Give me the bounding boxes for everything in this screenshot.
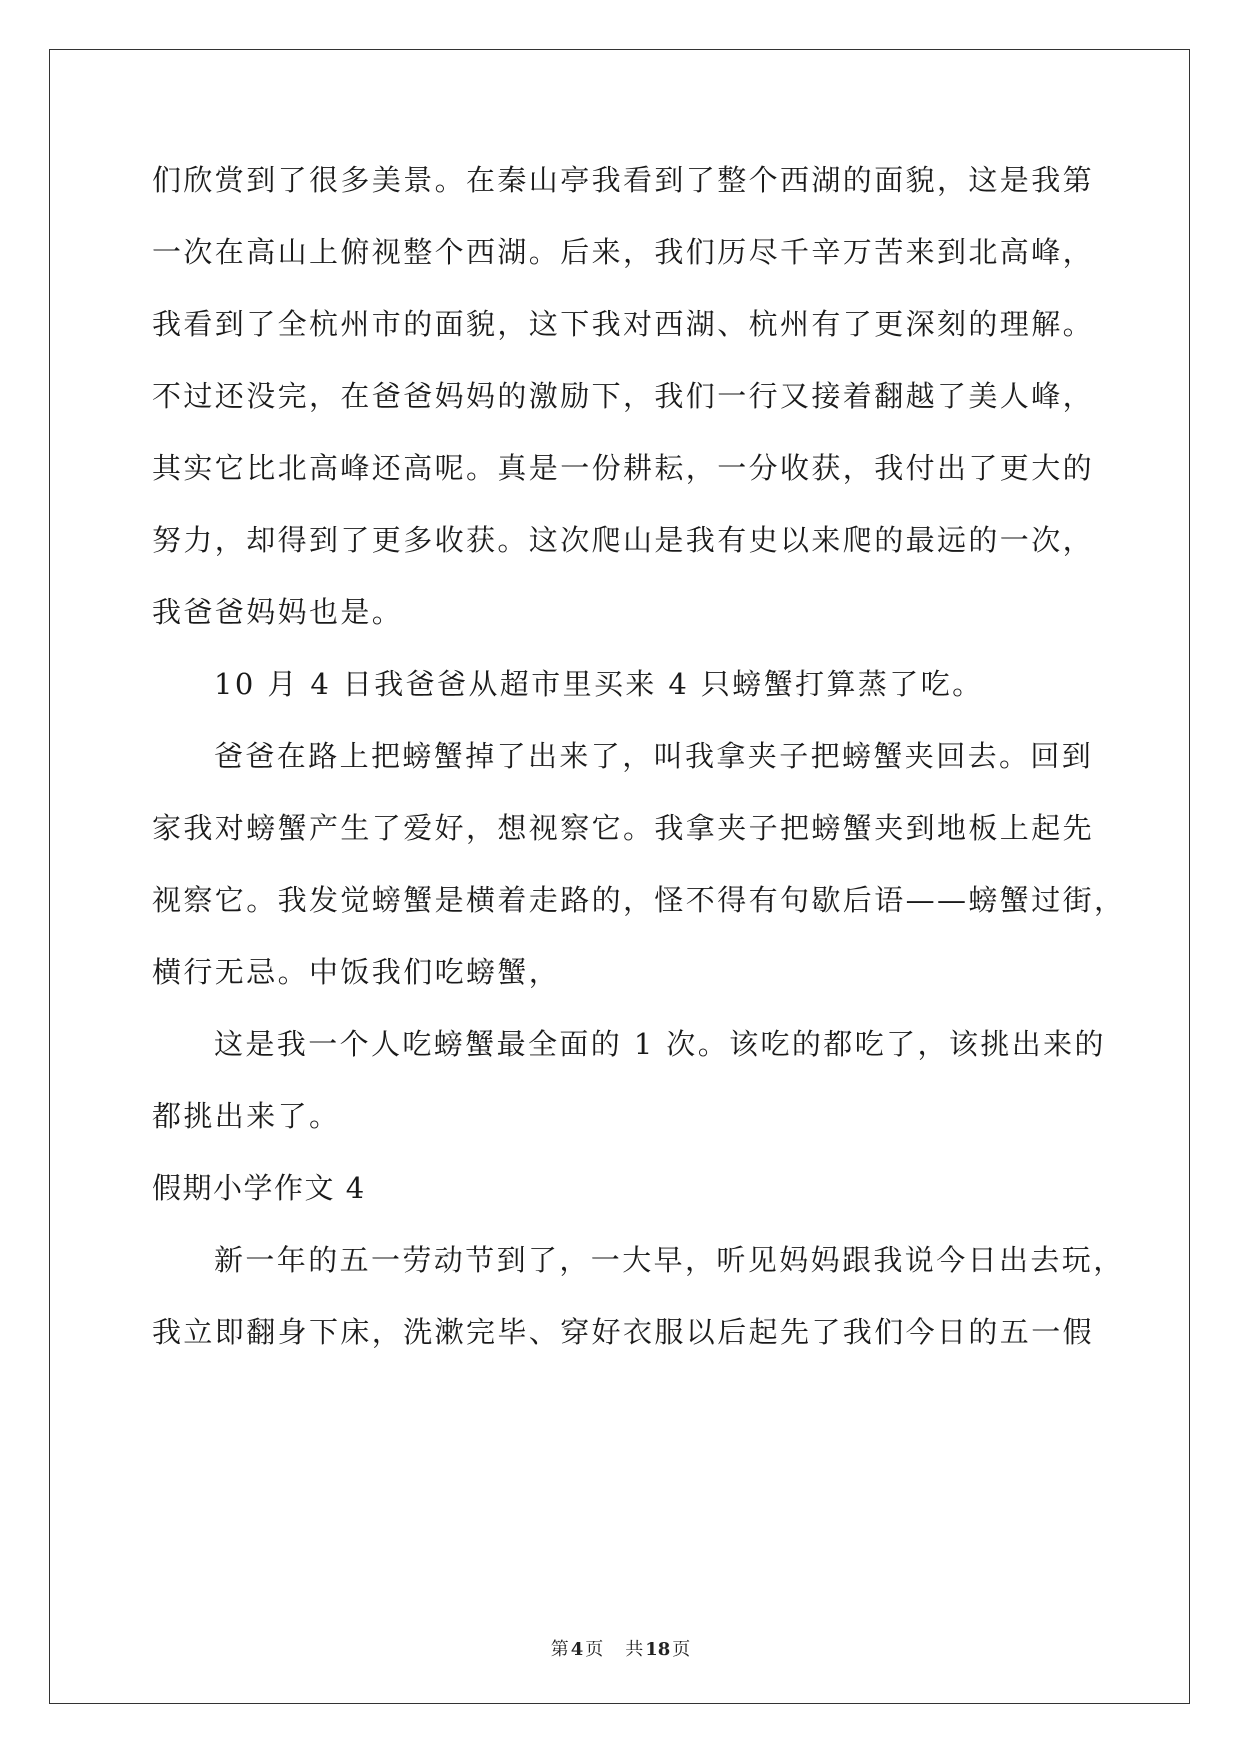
section-heading: 假期小学作文 4 [152, 1171, 366, 1205]
paragraph-start-line: 爸爸在路上把螃蟹掉了出来了，叫我拿夹子把螃蟹夹回去。回到 [214, 739, 1094, 773]
total-pages: 18 [645, 1639, 671, 1660]
text-line: 其实它比北高峰还高呢。真是一份耕耘，一分收获，我付出了更大的 [152, 451, 1095, 485]
page-footer [0, 1638, 1241, 1662]
page-number: 4 [570, 1639, 584, 1660]
text-line: 努力，却得到了更多收获。这次爬山是我有史以来爬的最远的一次， [152, 523, 1095, 557]
total-suffix: 页 [672, 1639, 691, 1660]
paragraph-start-line: 这是我一个人吃螃蟹最全面的 1 次。该吃的都吃了，该挑出来的 [214, 1027, 1106, 1061]
text-line: 家我对螃蟹产生了爱好，想视察它。我拿夹子把螃蟹夹到地板上起先 [152, 811, 1095, 845]
text-line: 我爸爸妈妈也是。 [152, 595, 404, 629]
paragraph-start-line: 10 月 4 日我爸爸从超市里买来 4 只螃蟹打算蒸了吃。 [214, 667, 984, 701]
text-line: 不过还没完，在爸爸妈妈的激励下，我们一行又接着翻越了美人峰， [152, 379, 1095, 413]
text-line: 我看到了全杭州市的面貌，这下我对西湖、杭州有了更深刻的理解。 [152, 307, 1095, 341]
total-prefix: 共 [625, 1639, 644, 1660]
text-line: 横行无忌。中饭我们吃螃蟹， [152, 955, 561, 989]
text-line: 我立即翻身下床，洗漱完毕、穿好衣服以后起先了我们今日的五一假 [152, 1315, 1095, 1349]
page-border [49, 49, 1190, 1704]
text-line: 视察它。我发觉螃蟹是横着走路的，怪不得有句歇后语——螃蟹过街， [152, 883, 1126, 917]
text-line: 们欣赏到了很多美景。在秦山亭我看到了整个西湖的面貌，这是我第 [152, 163, 1095, 197]
page-prefix: 第 [550, 1639, 569, 1660]
text-line: 一次在高山上俯视整个西湖。后来，我们历尽千辛万苦来到北高峰， [152, 235, 1095, 269]
text-line: 都挑出来了。 [152, 1099, 341, 1133]
page-suffix: 页 [585, 1639, 604, 1660]
paragraph-start-line: 新一年的五一劳动节到了，一大早，听见妈妈跟我说今日出去玩， [214, 1243, 1125, 1277]
